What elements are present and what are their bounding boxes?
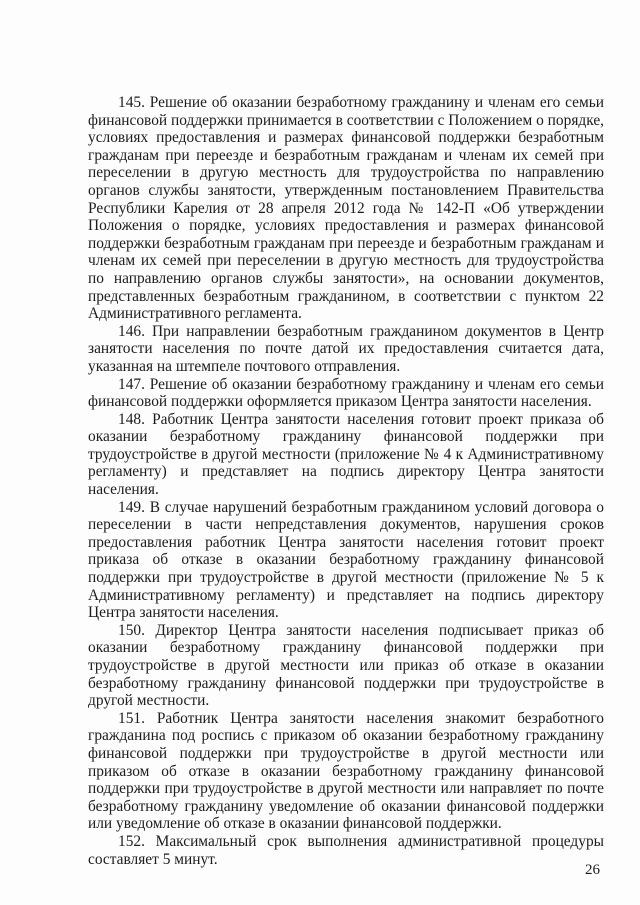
paragraph-152: 152. Максимальный срок выполнения административной процедуры составляет 5 минут. (88, 832, 604, 868)
paragraph-150: 150. Директор Центра занятости населения подписывает приказ об оказании безработному гражданину финансовой поддержки при трудоустройстве в другой местности или приказ об отказе в оказании безработному гражданину финансовой поддержки при трудоустройстве в другой местности. (88, 621, 604, 710)
paragraph-146: 146. При направлении безработным гражданином документов в Центр занятости населения по почте датой их предоставления считается дата, указанная на штемпеле почтового отправления. (88, 322, 604, 375)
paragraph-145: 145. Решение об оказании безработному гражданину и членам его семьи финансовой поддержки принимается в соответствии с Положением о порядке, условиях предоставления и размерах финансовой поддержки безработным гражданам при переезде и безработным гражданам и членам их семей при переселении в другую местность для трудоустройства по направлению органов службы занятости, утвержденным постановлением Правительства Республики Карелия от 28 апреля 2012 года № 142-П «Об утверждении Положения о порядке, условиях предоставления и размерах финансовой поддержки безработным гражданам при переезде и безработным гражданам и членам их семей при переселении в другую местность для трудоустройства по направлению органов службы занятости», на основании документов, представленных безработным гражданином, в соответствии с пунктом 22 Административного регламента. (88, 94, 604, 323)
paragraph-151: 151. Работник Центра занятости населения знакомит безработного гражданина под роспись с приказом об оказании безработному гражданину финансовой поддержки при трудоустройстве в другой местности или приказом об отказе в оказании безработному гражданину финансовой поддержки при трудоустройстве в другой местности или направляет по почте безработному гражданину уведомление об оказании финансовой поддержки или уведомление об отказе в оказании финансовой поддержки. (88, 709, 604, 833)
page-number: 26 (585, 862, 600, 878)
paragraph-147: 147. Решение об оказании безработному гражданину и членам его семьи финансовой поддержки оформляется приказом Центра занятости населения. (88, 375, 604, 411)
paragraph-149: 149. В случае нарушений безработным гражданином условий договора о переселении в части непредставления документов, нарушения сроков предоставления работник Центра занятости населения готовит проект приказа об отказе в оказании безработному гражданину финансовой поддержки при трудоустройстве в другой местности (приложение № 5 к Административному регламенту) и представляет на подпись директору Центра занятости населения. (88, 498, 604, 622)
paragraph-148: 148. Работник Центра занятости населения готовит проект приказа об оказании безработному гражданину финансовой поддержки при трудоустройстве в другой местности (приложение № 4 к Административному регламенту) и представляет на подпись директору Центра занятости населения. (88, 410, 604, 499)
document-body (88, 94, 604, 868)
